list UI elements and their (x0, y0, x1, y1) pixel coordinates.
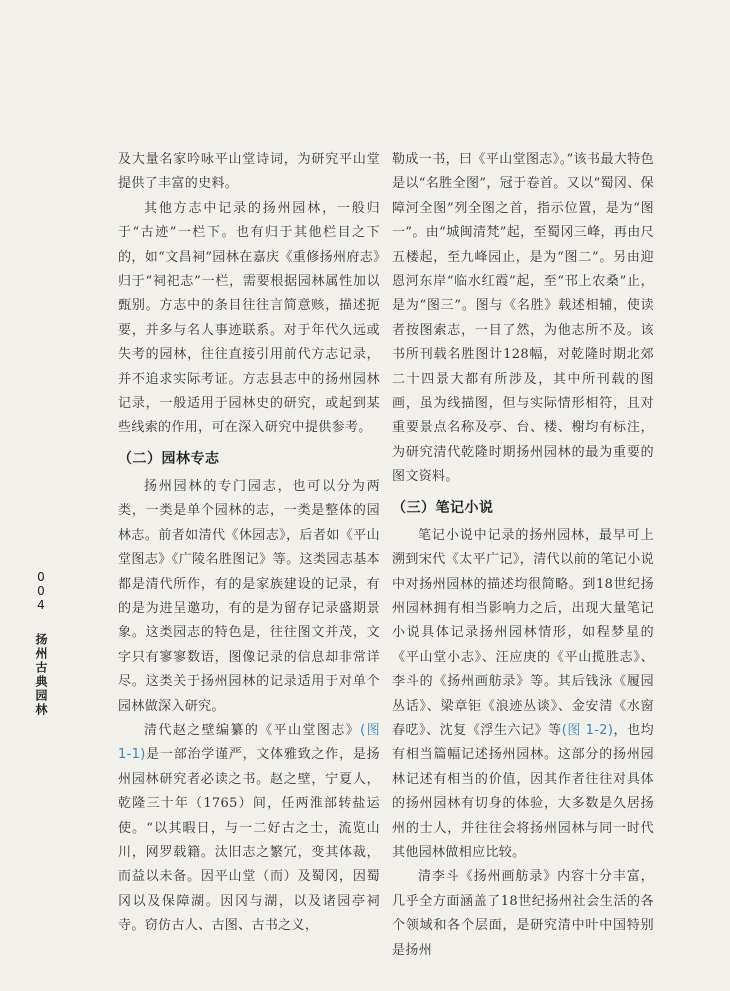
paragraph-text: 是一部治学谨严，文体雅致之作，是扬州园林研究者必读之书。赵之壁，宁夏人，乾隆三十年（1765）间，任两淮部转盐运使。“以其暇日，与一二好古之士，流览山川，网罗载籍。汰旧志之繁冗，变其体裁，而益以未备。因平山堂（而）及蜀冈，因蜀冈以及保障湖。因冈与湖，以及诸园亭祠寺。窃仿古人、古图、古书之义， (118, 747, 380, 934)
paragraph-notes-novels (392, 524, 654, 866)
paragraph-pingshantang-tuzhi (118, 719, 380, 939)
section-heading-notes-novels: （三）笔记小说 (392, 499, 494, 516)
left-column (118, 148, 380, 939)
paragraph-local-gazetteers: 其他方志中记录的扬州园林，一般归于“古迹”一栏下。也有归于其他栏目之下的，如“文昌祠”园林在嘉庆《重修扬州府志》归于“祠祀志”一栏，需要根据园林属性加以甄别。方志中的条目往往言简意赅，描述扼要，并多与名人事迹联系。对于年代久远或失考的园林，往往直接引用前代方志记录，并不追求实际考证。方志县志中的扬州园林记录，一般适用于园林史的研究，或起到某些线索的作用，可在深入研究中提供参考。 (118, 200, 380, 436)
figure-reference-1-2: (图 1-2) (561, 722, 614, 738)
right-column (392, 148, 654, 963)
paragraph-text: 笔记小说中记录的扬州园林，最早可上溯到宋代《太平广记》，清代以前的笔记小说中对扬州园林的描述均很简略。到18世纪扬州园林拥有相当影响力之后，出现大量笔记小说具体记录扬州园林情形，如程梦星的《平山堂小志》、汪应庚的《平山揽胜志》、李斗的《扬州画舫录》等。其后钱泳《履园丛话》、梁章钜《浪迹丛谈》、金安清《水窗春呓》、沈复《浮生六记》等 (392, 527, 654, 738)
section-heading-garden-records: （二）园林专志 (118, 450, 220, 467)
book-title: 扬州古典园林 (34, 633, 48, 717)
paragraph-text: 清代赵之壁编纂的《平山堂图志》 (144, 722, 361, 738)
page-number: 004 (34, 570, 48, 612)
figure-reference-1-1: (图 1-1) (118, 722, 380, 763)
paragraph-text: ，也均有相当篇幅记述扬州园林。这部分的扬州园林记述有相当的价值，因其作者往往对具体的扬州园林有切身的体验，大多数是久居扬州的士人，并往往会将扬州园林与同一时代其他园林做相应比较。 (392, 722, 654, 860)
paragraph-garden-records: 扬州园林的专门园志，也可以分为两类，一类是单个园林的志，一类是整体的园林志。前者如清代《休园志》，后者如《平山堂图志》《广陵名胜图记》等。这类园志基本都是清代所作，有的是家族建设的记录，有的是为进呈邀功，有的是为留存记录盛期景象。这类园志的特色是，往往图文并茂，文字只有寥寥数语，图像记录的信息却非常详尽。这类关于扬州园林的记录适用于对单个园林做深入研究。 (118, 478, 380, 714)
paragraph-continuation: 及大量名家吟咏平山堂诗词，为研究平山堂提供了丰富的史料。 (118, 152, 380, 192)
running-header (36, 570, 50, 717)
paragraph-continuation: 勒成一书，曰《平山堂图志》。”该书最大特色是以“名胜全图”，冠于卷首。又以“蜀冈、保障河全图”列全图之首，指示位置，是为“图一”。由“城闽清梵”起，至蜀冈三峰，再由尺五楼起，至九峰园止，是为“图二”。另由迎恩河东岸“临水红霞”起，至“邗上农桑”止，是为“图三”。图与《名胜》载述相辅，使读者按图索志，一目了然，为他志所不及。该书所刊载名胜图计128幅，对乾隆时期北郊二十四景大都有所涉及，其中所刊载的图画，虽为线描图，但与实际情形相符，且对重要景点名称及亭、台、楼、榭均有标注，为研究清代乾隆时期扬州园林的最为重要的图文资料。 (392, 152, 654, 485)
paragraph-yangzhou-huafang-lu: 清李斗《扬州画舫录》内容十分丰富，几乎全方面涵盖了18世纪扬州社会生活的各个领域和各个层面，是研究清中叶中国特别是扬州 (392, 869, 654, 958)
